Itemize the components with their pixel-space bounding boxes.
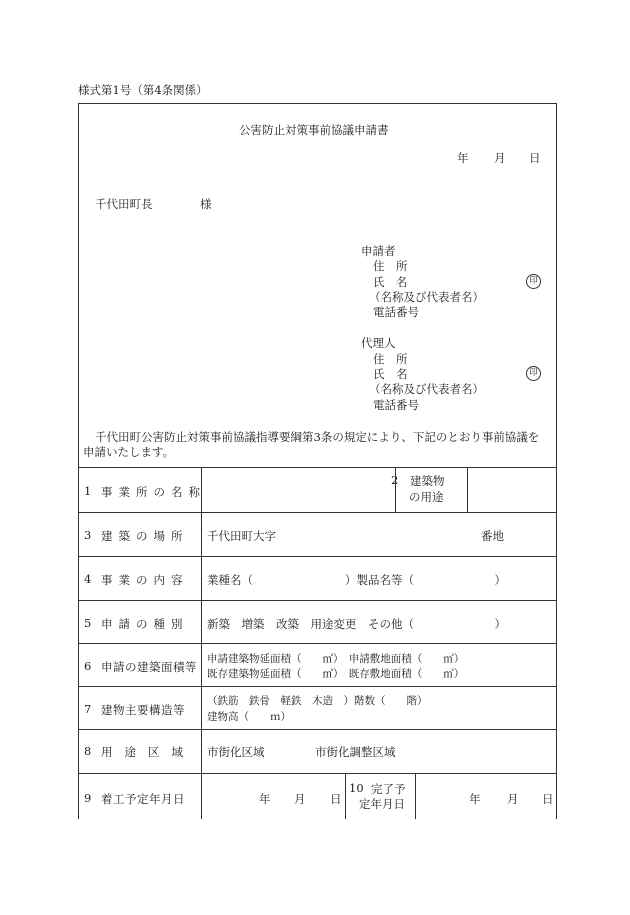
row6-number: 6	[84, 659, 92, 673]
row6-value-line2[interactable]: 既存建築物延面積（ ㎡） 既存敷地面積（ ㎡）	[207, 668, 465, 680]
statement-line-1: 千代田町公害防止対策事前協議指導要綱第3条の規定により、下記のとおり事前協議を	[95, 430, 540, 444]
row5-label: 申請の種別	[101, 617, 189, 631]
row8-option-urban[interactable]: 市街化区域	[207, 745, 265, 759]
row2-label-line2: の用途	[409, 490, 444, 504]
agent-heading: 代理人	[361, 336, 396, 350]
row7-label: 建物主要構造等	[101, 703, 185, 717]
row9-number: 9	[84, 791, 92, 805]
agent-phone-label: 電話番号	[373, 398, 419, 412]
row7-number: 7	[84, 702, 92, 716]
agent-address-label: 住 所	[373, 352, 408, 366]
row9-day[interactable]: 日	[330, 792, 342, 806]
date-month: 月	[494, 151, 506, 165]
date-day: 日	[529, 151, 541, 165]
row9-label: 着工予定年月日	[101, 792, 185, 806]
row1-number: 1	[84, 484, 92, 498]
form-title: 公害防止対策事前協議申請書	[239, 123, 389, 137]
row5-value[interactable]: 新築 増築 改築 用途変更 その他（ ）	[207, 617, 506, 631]
applicant-seal-icon: 印	[526, 274, 541, 289]
row3-number: 3	[84, 528, 92, 542]
row10-label-line1: 完了予	[371, 782, 406, 796]
row3-value[interactable]: 千代田町大字	[207, 529, 276, 543]
applicant-name-note: （名称及び代表者名）	[369, 290, 484, 304]
row10-label-line2: 定年月日	[359, 797, 405, 811]
applicant-name-label: 氏 名	[373, 275, 408, 289]
row8-number: 8	[84, 744, 92, 758]
row8-label: 用途区域	[101, 745, 195, 759]
row2-value[interactable]	[469, 469, 554, 511]
row5-number: 5	[84, 616, 92, 630]
row1-label: 事業所の名称	[101, 485, 206, 499]
row1-value[interactable]	[203, 469, 393, 511]
row6-label: 申請の建築面積等	[101, 660, 197, 674]
row10-number: 10	[349, 781, 364, 795]
row3-suffix: 番地	[481, 529, 504, 543]
row10-day[interactable]: 日	[542, 792, 554, 806]
row7-value-line1[interactable]: （鉄筋 鉄骨 軽鉄 木造 ）階数（ 階）	[207, 695, 428, 707]
row2-label-line1: 建築物	[410, 474, 445, 488]
statement-line-2: 申請いたします。	[83, 445, 175, 459]
row10-month[interactable]: 月	[507, 792, 519, 806]
row4-value[interactable]: 業種名（ ）製品名等（ ）	[207, 573, 506, 587]
addressee-name: 千代田町長	[95, 197, 153, 211]
row2-number: 2	[391, 473, 399, 487]
row6-value-line1[interactable]: 申請建築物延面積（ ㎡） 申請敷地面積（ ㎡）	[207, 653, 465, 665]
agent-seal-icon: 印	[526, 366, 541, 381]
addressee-honorific: 様	[200, 197, 212, 211]
agent-name-label: 氏 名	[373, 367, 408, 381]
date-year: 年	[457, 151, 469, 165]
row4-label: 事業の内容	[101, 573, 189, 587]
row4-number: 4	[84, 572, 92, 586]
application-form	[78, 103, 557, 819]
row10-year[interactable]: 年	[469, 792, 481, 806]
agent-name-note: （名称及び代表者名）	[369, 382, 484, 396]
row3-label: 建築の場所	[101, 529, 189, 543]
row8-option-adjustment[interactable]: 市街化調整区域	[315, 745, 396, 759]
row7-value-line2[interactable]: 建物高（ ｍ）	[207, 711, 291, 723]
applicant-phone-label: 電話番号	[373, 305, 419, 319]
applicant-address-label: 住 所	[373, 259, 408, 273]
applicant-heading: 申請者	[361, 244, 396, 258]
form-number: 様式第1号（第4条関係）	[78, 83, 208, 97]
row9-year[interactable]: 年	[259, 792, 271, 806]
row9-month[interactable]: 月	[294, 792, 306, 806]
